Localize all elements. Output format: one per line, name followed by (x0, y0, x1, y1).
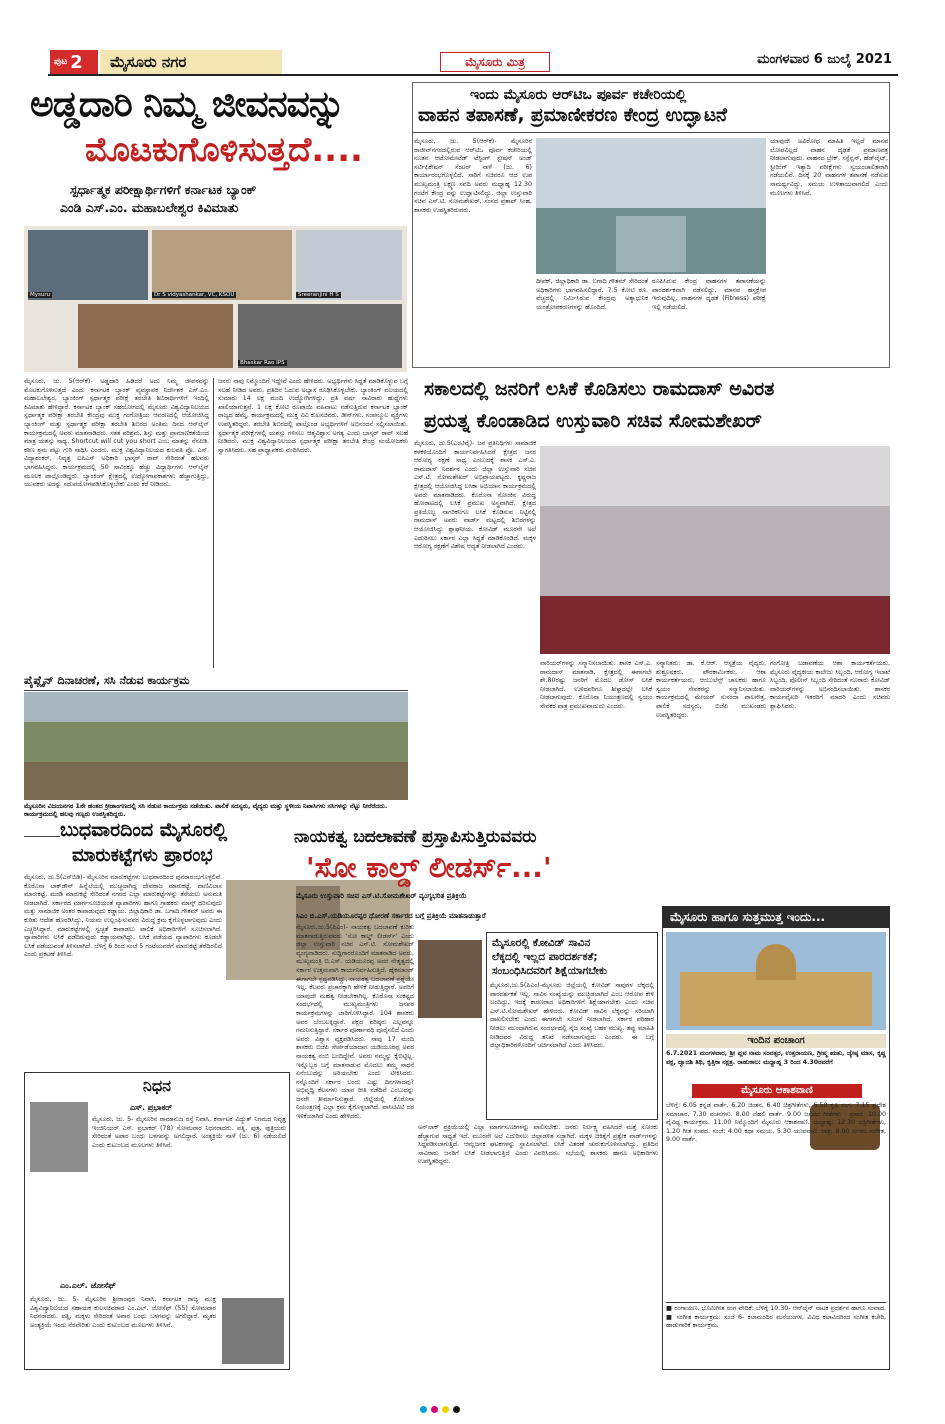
video-tile-mysuru (28, 230, 148, 300)
obituary-photo-2 (222, 1298, 284, 1364)
leader-kicker: ನಾಯಕತ್ವ ಬದಲಾವಣೆ ಪ್ರಸ್ತಾಪಿಸುತ್ತಿರುವವರು (294, 827, 537, 847)
today-footer: ■ ರಂಗಾಯಣ, ಭೂಮಿಗೀತ ರಂಗ ವೇದಿಕೆ: ಬೆಳಿಗ್ಗೆ 10.30- ಆನ್‌ಲೈನ್ ನಾಟಕ ಪ್ರದರ್ಶನ ಹಾಗೂ ಸಂವಾದ. ■ ಸಂಗೀತ ಕಾರ್ಯಕ್ರಮ: ಸಂಜೆ 6- ಕಲಾಮಂದಿರ ಮನೆಯಂಗಳ, ವಿವಿಧ ಕಲಾವಿದರಿಂದ ಸಂಗೀತ ಕಚೇರಿ, ಹಾಡುಗಾರಿಕೆ ಕಾರ್ಯಕ್ರಮ. (666, 1302, 886, 1366)
leader-minister-photo (418, 940, 482, 1018)
rto-headline: ವಾಹನ ತಪಾಸಣೆ, ಪ್ರಮಾಣೀಕರಣ ಕೇಂದ್ರ ಉದ್ಘಾಟನೆ (418, 105, 728, 126)
env-headline: ಪೈಪ್ಲೈನ್ ದಿನಾಚರಣೆ, ಸಸಿ ನೆಡುವ ಕಾರ್ಯಕ್ರಮ (24, 674, 190, 687)
story1-headline-line2: ಮೊಟಕುಗೊಳಿಸುತ್ತದೆ.... (85, 130, 363, 170)
video-tile-vc (152, 230, 292, 300)
palace-body (680, 972, 872, 1026)
today-title: ಮೈಸೂರು ಹಾಗೂ ಸುತ್ತಮುತ್ತ ಇಂದು... (662, 906, 890, 928)
story1-body-col2: ಜನರು ನಾವು ನಿಮ್ಮೊಂದಿಗೆ ಇದ್ದೇವೆ ಎಂದು ಹೇಳಿದರು. ಅಭ್ಯರ್ಥಿಗಳು ಸಿದ್ಧತೆ ಮಾಡಿಕೊಳ್ಳುವ ಬಗ್ಗೆ ಸಲಹೆ ನೀಡಿದ ಅವರು, ಪ್ರತಿದಿನ ಓದುವ ಅಭ್ಯಾಸ ರೂಢಿಸಿಕೊಳ್ಳಬೇಕು. ಬ್ಯಾಂಕಿಂಗ್ ವಲಯದಲ್ಲಿ ಸುಮಾರು 14 ಲಕ್ಷ ಮಂದಿ ಉದ್ಯೋಗಿಗಳಿದ್ದು, ಪ್ರತಿ ವರ್ಷ ಸಾವಿರಾರು ಹುದ್ದೆಗಳು ಖಾಲಿಯಾಗುತ್ತವೆ. 1 ಲಕ್ಷ ಕೋಟಿ ರೂಪಾಯಿ ವಹಿವಾಟು ನಡೆಸುತ್ತಿರುವ ಕರ್ನಾಟಕ ಬ್ಯಾಂಕ್ ರಾಜ್ಯದ ಹೆಮ್ಮೆ. ಕಾರ್ಯಕ್ರಮದಲ್ಲಿ ಮುಕ್ತ ವಿವಿ ಕುಲಸಚಿವರು, ಡೀನ್‌ಗಳು, ಸಂಪನ್ಮೂಲ ವ್ಯಕ್ತಿಗಳು ಉಪಸ್ಥಿತರಿದ್ದರು. ತರಬೇತಿ ಶಿಬಿರದಲ್ಲಿ ಪಾಲ್ಗೊಂಡ ಅಭ್ಯರ್ಥಿಗಳಿಗೆ ಅಭಿನಂದನೆ ಸಲ್ಲಿಸಲಾಯಿತು. ಸ್ಪರ್ಧಾತ್ಮಕ ಪರೀಕ್ಷೆಗಳಲ್ಲಿ ಯಶಸ್ಸು ಗಳಿಸಲು ಆತ್ಮವಿಶ್ವಾಸ ಅಗತ್ಯ ಎಂದು ಭಾಸ್ಕರ್ ರಾವ್ ಸಲಹೆ ನೀಡಿದರು. ಮುಕ್ತ ವಿಶ್ವವಿದ್ಯಾನಿಲಯದ ಸ್ಪರ್ಧಾತ್ಮಕ ಪರೀಕ್ಷಾ ತರಬೇತಿ ಕೇಂದ್ರ ಸಂಯೋಜಕರು ಸ್ವಾಗತಿಸಿದರು. ಸಹ ಪ್ರಾಧ್ಯಾಪಕರು ವಂದಿಸಿದರು. (218, 378, 408, 454)
story1-subhead-line2: ಎಂಡಿ ಎಸ್.ಎಂ. ಮಹಾಬಲೇಶ್ವರ ಕಿವಿಮಾತು (60, 200, 239, 215)
obituary-title: ನಿಧನ (142, 1076, 172, 1095)
rto-lane (616, 216, 686, 272)
video-tile-sreeranjini (296, 230, 402, 300)
story1-subhead-line1: ಸ್ಪರ್ಧಾತ್ಮಕ ಪರೀಕ್ಷಾರ್ಥಿಗಳಿಗೆ ಕರ್ನಾಟಕ ಬ್ಯಾಂಕ್ (70, 182, 257, 197)
covid-headline-line3: ಸಂಬಂಧಿಸಿದವರಿಗೆ ಶಿಕ್ಷೆಯಾಗಬೇಕು (492, 965, 608, 977)
rto-body-mid: ದೀಪಕ್, ಜಿಲ್ಲಾಧಿಕಾರಿ ಡಾ. ಬಗಾದಿ ಗೌತಮ್ ಸೇರಿದಂತೆ ಅಧಿಕಾರಿಗಳು ಭಾಗವಹಿಸಲಿದ್ದಾರೆ. 7.5 ಕೋಟಿ ರೂ. ವೆಚ್ಚದಲ್ಲಿ ನಿರ್ಮಿಸಿರುವ ಕೇಂದ್ರವು ಅತ್ಯಾಧುನಿಕ ಯಂತ್ರೋಪಕರಣಗಳನ್ನು ಹೊಂದಿದೆ. (536, 278, 648, 311)
story1-headline-line1: ಅಡ್ಡದಾರಿ ನಿಮ್ಮ ಜೀವನವನ್ನು (30, 84, 345, 125)
video-call-photo (24, 226, 407, 372)
covid-headline-line1: ಮೈಸೂರಲ್ಲಿ ಕೋವಿಡ್ ಸಾವಿನ (492, 937, 591, 949)
market-body: ಮೈಸೂರು, ಜು.5(ಎಸ್‌ಬಿಡಿ)- ಮೈಸೂರಿನ ಮಾರುಕಟ್ಟೆಗಳು ಬುಧವಾರದಿಂದ ಪುನರಾರಂಭಗೊಳ್ಳಲಿವೆ. ಕೊರೊನಾ ಲಾಕ್‌ಡೌನ್ ಹಿನ್ನೆಲೆಯಲ್ಲಿ ಮುಚ್ಚಲಾಗಿದ್ದ ದೇವರಾಜ ಮಾರುಕಟ್ಟೆ, ವಾಣಿವಿಲಾಸ ಮಾರುಕಟ್ಟೆ, ಮಂಡಿ ಮಾರುಕಟ್ಟೆ ಸೇರಿದಂತೆ ನಗರದ ಎಲ್ಲಾ ಮಾರುಕಟ್ಟೆಗಳನ್ನು ತೆರೆಯಲು ಅನುಮತಿ ನೀಡಲಾಗಿದೆ. ಸರ್ಕಾರದ ಮಾರ್ಗಸೂಚಿಯಂತೆ ವ್ಯಾಪಾರಿಗಳು ಹಾಗೂ ಗ್ರಾಹಕರು ಮಾಸ್ಕ್ ಧರಿಸುವುದು ಮತ್ತು ಸಾಮಾಜಿಕ ಅಂತರ ಕಾಪಾಡುವುದು ಕಡ್ಡಾಯ. ಜಿಲ್ಲಾಧಿಕಾರಿ ಡಾ. ಬಗಾದಿ ಗೌತಮ್ ಅವರು ಈ ಕುರಿತು ಆದೇಶ ಹೊರಡಿಸಿದ್ದು, ನಿಯಮ ಉಲ್ಲಂಘಿಸುವವರ ವಿರುದ್ಧ ಕ್ರಮ ಕೈಗೊಳ್ಳಲಾಗುವುದು ಎಂದು ಎಚ್ಚರಿಸಿದ್ದಾರೆ. ಮಾರುಕಟ್ಟೆಗಳಲ್ಲಿ ಸ್ವಚ್ಛತೆ ಕಾಪಾಡಲು ಪಾಲಿಕೆ ಅಧಿಕಾರಿಗಳಿಗೆ ಸೂಚಿಸಲಾಗಿದೆ. ವ್ಯಾಪಾರಿಗಳು ಲಸಿಕೆ ಪಡೆದಿರುವುದು ಕಡ್ಡಾಯವಾಗಿದ್ದು, ಲಸಿಕೆ ಪಡೆಯದ ವ್ಯಾಪಾರಿಗಳು ಕೂಡಲೇ ಲಸಿಕೆ ಪಡೆಯುವಂತೆ ತಿಳಿಸಲಾಗಿದೆ. ಬೆಳಿಗ್ಗೆ 6 ರಿಂದ ಸಂಜೆ 5 ಗಂಟೆಯವರೆಗೆ ಮಾರುಕಟ್ಟೆ ತೆರೆದಿರಲಿದೆ ಎಂದು ಪ್ರಕಟಣೆ ತಿಳಿಸಿದೆ. (24, 874, 222, 959)
page-label: ಪುಟ (54, 57, 68, 67)
panchanga-text: 6.7.2021 ಮಂಗಳವಾರ, ಶ್ರೀ ಪ್ಲವ ನಾಮ ಸಂವತ್ಸರ, ಉತ್ತರಾಯಣ, ಗ್ರೀಷ್ಮ ಋತು, ಜ್ಯೇಷ್ಠ ಮಾಸ, ಕೃಷ್ಣ ಪಕ್ಷ, ದ್ವಾದಶಿ ತಿಥಿ, ಕೃತ್ತಿಕಾ ನಕ್ಷತ್ರ. ರಾಹುಕಾಲ: ಮಧ್ಯಾಹ್ನ 3 ರಿಂದ 4.30ರವರೆಗೆ (666, 1050, 886, 1066)
panchanga-title: ಇಂದಿನ ಪಂಚಾಂಗ (666, 1034, 886, 1048)
market-headline-line2: ಮಾರುಕಟ್ಟೆಗಳು ಪ್ರಾರಂಭ (72, 845, 213, 866)
env-caption: ಮೈಸೂರಿನ ವಿಜಯನಗರ 1ನೇ ಹಂತದ ಕ್ರೀಡಾಂಗಣದಲ್ಲಿ ಸಸಿ ನೆಡುವ ಕಾರ್ಯಕ್ರಮ ನಡೆಯಿತು. ಪಾಲಿಕೆ ಸದಸ್ಯರು, ವೈದ್ಯರು ಮತ್ತು ಸ್ಥಳೀಯ ನಿವಾಸಿಗಳು ಸಸಿಗಳನ್ನು ನೆಟ್ಟು ನೀರೆರೆದರು. ಕಾರ್ಯಕ್ರಮದಲ್ಲಿ ಹಲವು ಗಣ್ಯರು ಉಪಸ್ಥಿತರಿದ್ದರು. (24, 802, 388, 819)
env-rule (24, 690, 408, 691)
mysore-palace-image (666, 932, 886, 1030)
market-headline-line1: ಬುಧವಾರದಿಂದ ಮೈಸೂರಲ್ಲಿ (60, 818, 360, 842)
env-photo-ground (24, 762, 408, 800)
rto-kicker: ಇಂದು ಮೈಸೂರು ಆರ್‌ಟಿಒ ಪೂರ್ವ ಕಚೇರಿಯಲ್ಲಿ (470, 87, 687, 103)
radio-title: ಮೈಸೂರು ಆಕಾಶವಾಣಿ (692, 1084, 862, 1098)
vaccine-body-col3: ಸನ್ಮಾನಿತರು: ಡಾ. ಕೆ.ಆರ್. ಆಸ್ಪತ್ರೆಯ ವೈದ್ಯರು, ಶುಶ್ರೂಷಕರು, ಪೌರಕಾರ್ಮಿಕರು, ಆಶಾ ಕಾರ್ಯಕರ್ತೆಯರು, ಆಂಬುಲೆನ್ಸ್ ಚಾಲಕರು ಹಾಗೂ ಸ್ವಯಂ ಸೇವಕರನ್ನು ಸನ್ಮಾನಿಸಲಾಯಿತು. ಕಾರ್ಯಕ್ರಮದಲ್ಲಿ ಮೇಯರ್ ಸುನಂದಾ ಪಾಲನೇತ್ರ, ಪಾಲಿಕೆ ಸದಸ್ಯರು, ಬಿಜೆಪಿ ಮುಖಂಡರು ಉಪಸ್ಥಿತರಿದ್ದರು. (656, 660, 766, 719)
obituary-name-2: ಎಂ.ಎಲ್. ಜೋಸೆಫ್ (60, 1282, 116, 1290)
rto-body-left: ಮೈಸೂರು, ಜು. 5(ಆರ್‌ಕೆ)- ಮೈಸೂರಿನ ರಾಜೀವ್‌ನಗರದಲ್ಲಿರುವ ಆರ್‌ಟಿಒ ಪೂರ್ವ ಕಚೇರಿಯಲ್ಲಿ ನೂತನ ಆಟೋಮೇಟೆಡ್ ಟೆಸ್ಟಿಂಗ್ ಸ್ಟೇಷನ್ ಅಂಡ್ ಸರ್ಟಿಫಿಕೇಷನ್ ಸೆಂಟರ್ ನಾಳೆ (ಜು. 6) ಕಾರ್ಯಾರಂಭಗೊಳ್ಳಲಿದೆ. ಸಾರಿಗೆ ಸಚಿವರೂ ಆದ ಉಪ ಮುಖ್ಯಮಂತ್ರಿ ಲಕ್ಷ್ಮಣ ಸವದಿ ಅವರು ಮಧ್ಯಾಹ್ನ 12.30 ಗಂಟೆಗೆ ಕೇಂದ್ರ ವನ್ನು ಉದ್ಘಾಟಿಸಲಿದ್ದು, ಜಿಲ್ಲಾ ಉಸ್ತುವಾರಿ ಸಚಿವ ಎಸ್.ಟಿ. ಸೋಮಶೇಖರ್, ಸಂಸದ ಪ್ರತಾಪ್ ಸಿಂಹ, ಶಾಸಕರು ಉಪಸ್ಥಿತರಿರುವರು. (414, 138, 532, 214)
vaccine-stage-backdrop (540, 446, 890, 506)
palace-dome (756, 944, 796, 980)
vaccine-body-col2: ವಾರಿಯರ್‌ಗಳನ್ನು ಸನ್ಮಾನಿಸಲಾಯಿತು. ಶಾಸಕ ಎಸ್.ಎ. ರಾಮದಾಸ್ ಮಾತನಾಡಿ, ಕ್ಷೇತ್ರದಲ್ಲಿ ಈಗಾಗಲೇ ಶೇ.80ರಷ್ಟು ಜನರಿಗೆ ಮೊದಲ ಡೋಸ್ ಲಸಿಕೆ ನೀಡಲಾಗಿದೆ. ಉಳಿದವರಿಗೂ ಶೀಘ್ರದಲ್ಲೇ ಲಸಿಕೆ ನೀಡಲಾಗುವುದು. ಕೊರೊನಾ ನಿಯಂತ್ರಣದಲ್ಲಿ ಸ್ವಯಂ ಸೇವಕರ ಪಾತ್ರ ಪ್ರಮುಖವಾದುದು ಎಂದರು. (540, 660, 652, 710)
leader-strap-1: ಮೈಸೂರು ಉಸ್ತುವಾರಿ ಸಚಿವ ಎಸ್.ಟಿ.ಸೋಮಶೇಖರ್ ವ್ಯಂಗ್ಯಭರಿತ ಪ್ರತಿಕ್ರಿಯೆ (296, 892, 467, 900)
video-label-vc: Dr S vidyashankar, VC, KSOU (154, 292, 235, 298)
section-title: ಮೈಸೂರು ನಗರ (100, 50, 282, 74)
story1-body-col1: ಮೈಸೂರು, ಜು. 5(ಆರ್‌ಕೆ)- ಅಡ್ಡದಾರಿ ಹಿಡಿದರೆ ಅದು ನಿಮ್ಮ ಜೀವನವನ್ನು ಮೊಟಕುಗೊಳಿಸುತ್ತದೆ ಎಂದು ಕರ್ನಾಟಕ ಬ್ಯಾಂಕ್ ವ್ಯವಸ್ಥಾಪಕ ನಿರ್ದೇಶಕ ಎಸ್.ಎಂ. ಮಹಾಬಲೇಶ್ವರ, ಬ್ಯಾಂಕಿಂಗ್ ಸ್ಪರ್ಧಾತ್ಮಕ ಪರೀಕ್ಷೆ ತರಬೇತಿ ಶಿಬಿರಾರ್ಥಿಗಳಿಗೆ ಇಂದಿಲ್ಲಿ ಕಿವಿಮಾತು ಹೇಳಿದ್ದಾರೆ. ಕರ್ನಾಟಕ ಬ್ಯಾಂಕ್ ಸಹಯೋಗದಲ್ಲಿ ಮೈಸೂರು ವಿಶ್ವವಿದ್ಯಾನಿಲಯದ ಸ್ಪರ್ಧಾತ್ಮಕ ಪರೀಕ್ಷಾ ತರಬೇತಿ ಕೇಂದ್ರವು ಮುಕ್ತ ಗಂಗೋತ್ರಿಯ ಆವರಣದಲ್ಲಿ ಆಯೋಜಿಸಿದ್ದ ಬ್ಯಾಂಕಿಂಗ್ ಮತ್ತು ಸ್ಪರ್ಧಾತ್ಮಕ ಪರೀಕ್ಷಾ ತರಬೇತಿ ಶಿಬಿರದ ಅಂತಿಮ ದಿನದ ಆನ್‌ಲೈನ್ ಕಾರ್ಯಕ್ರಮದಲ್ಲಿ ಅವರು ಮಾತನಾಡಿದರು. ಸತತ ಪರಿಶ್ರಮ, ಶಿಸ್ತು ಮತ್ತು ಪ್ರಾಮಾಣಿಕತೆಯಿಂದ ಮಾತ್ರ ಯಶಸ್ಸು ಸಾಧ್ಯ. Shortcut will cut you short ಎಂಬ ಮಾತನ್ನು ನೆನಪಿಡಿ. ಕಠಿಣ ಶ್ರಮ ಪಟ್ಟು ಗುರಿ ಸಾಧಿಸಿ ಎಂದರು. ಮುಕ್ತ ವಿಶ್ವವಿದ್ಯಾನಿಲಯದ ಕುಲಪತಿ ಪ್ರೊ. ಎಸ್. ವಿದ್ಯಾಶಂಕರ್, ನಿವೃತ್ತ ಐಪಿಎಸ್ ಅಧಿಕಾರಿ ಭಾಸ್ಕರ್ ರಾವ್ ಸೇರಿದಂತೆ ಹಲವರು ಭಾಗವಹಿಸಿದ್ದರು. ಕಾರ್ಯಕ್ರಮದಲ್ಲಿ 50 ಸಾವಿರಕ್ಕೂ ಹೆಚ್ಚು ವಿದ್ಯಾರ್ಥಿಗಳು ಆನ್‌ಲೈನ್ ಮೂಲಕ ಪಾಲ್ಗೊಂಡಿದ್ದರು. ಬ್ಯಾಂಕಿಂಗ್ ಕ್ಷೇತ್ರದಲ್ಲಿ ಉದ್ಯೋಗಾವಕಾಶಗಳು ಹೆಚ್ಚಾಗುತ್ತಿದ್ದು, ಯುವಕರು ಅದನ್ನು ಸದುಪಯೋಗಪಡಿಸಿಕೊಳ್ಳಬೇಕು ಎಂದು ಕರೆ ನೀಡಿದರು. (24, 378, 209, 489)
covid-body-2: ಅನ್‌ಲಾಕ್ ಪ್ರಕ್ರಿಯೆಯಲ್ಲಿ ಎಲ್ಲಾ ಮಾರ್ಗಸೂಚಿಗಳನ್ನು ಪಾಲಿಸಬೇಕು. ಜನರು ನಿರ್ಲಕ್ಷ್ಯ ವಹಿಸಿದರೆ ಮತ್ತೆ ಸೋಂಕು ಹೆಚ್ಚಾಗುವ ಸಾಧ್ಯತೆ ಇದೆ. ಮೂರನೇ ಅಲೆ ಎದುರಿಸಲು ಜಿಲ್ಲಾಡಳಿತ ಸಜ್ಜಾಗಿದೆ. ಮಕ್ಕಳ ಚಿಕಿತ್ಸೆಗೆ ಪ್ರತ್ಯೇಕ ವಾರ್ಡ್‌ಗಳನ್ನು ಸಿದ್ಧಪಡಿಸಲಾಗುತ್ತಿದೆ. ಆಮ್ಲಜನಕ ಘಟಕಗಳನ್ನು ಸ್ಥಾಪಿಸಲಾಗಿದೆ. ಲಸಿಕೆ ವಿತರಣೆ ಚುರುಕುಗೊಳಿಸಲಾಗಿದ್ದು, ಪ್ರತಿದಿನ ಸಾವಿರಾರು ಜನರಿಗೆ ಲಸಿಕೆ ನೀಡಲಾಗುತ್ತಿದೆ ಎಂದು ವಿವರಿಸಿದರು. ಸಭೆಯಲ್ಲಿ ಶಾಸಕರು ಹಾಗೂ ಅಧಿಕಾರಿಗಳು ಉಪಸ್ಥಿತರಿದ್ದರು. (418, 1124, 658, 1166)
rto-rule (412, 132, 890, 133)
vaccine-stage-carpet (540, 596, 890, 654)
video-tile-bhaskar (238, 304, 402, 368)
leader-body: ಮೈಸೂರು,ಜು.5(ಪಿಎಂ)- ನಾಯಕತ್ವ ಬದಲಾವಣೆ ಕುರಿತು ಮಾತನಾಡುತ್ತಿರುವವರು 'ಸೋ ಕಾಲ್ಡ್ ಲೀಡರ್ಸ್' ಎಂದು ಜಿಲ್ಲಾ ಉಸ್ತುವಾರಿ ಸಚಿವ ಎಸ್.ಟಿ. ಸೋಮಶೇಖರ್ ವ್ಯಂಗ್ಯವಾಡಿದರು. ಸುದ್ದಿಗಾರರೊಂದಿಗೆ ಮಾತನಾಡಿದ ಅವರು, ಮುಖ್ಯಮಂತ್ರಿ ಬಿ.ಎಸ್. ಯಡಿಯೂರಪ್ಪ ಅವರ ನೇತೃತ್ವದಲ್ಲಿ ಸರ್ಕಾರ ಉತ್ತಮವಾಗಿ ಕಾರ್ಯನಿರ್ವಹಿಸುತ್ತಿದೆ. ಹೈಕಮಾಂಡ್ ಈಗಾಗಲೇ ಸ್ಪಷ್ಟಪಡಿಸಿದ್ದು, ನಾಯಕತ್ವ ಬದಲಾವಣೆ ಪ್ರಶ್ನೆಯೇ ಇಲ್ಲ. ಕೆಲವರು ಪ್ರಚಾರಕ್ಕಾಗಿ ಹೇಳಿಕೆ ನೀಡುತ್ತಿದ್ದಾರೆ. ಅವರಿಗೆ ಯಾವುದೇ ಮಹತ್ವ ನೀಡಬೇಕಾಗಿಲ್ಲ. ಕೊರೊನಾ ಸಂಕಷ್ಟದ ಸಂದರ್ಭದಲ್ಲಿ ಮುಖ್ಯಮಂತ್ರಿಗಳು ಜನಪರ ಕಾರ್ಯಕ್ರಮಗಳನ್ನು ಜಾರಿಗೊಳಿಸಿದ್ದಾರೆ. 104 ಶಾಸಕರು ಅವರ ಬೆಂಬಲಕ್ಕಿದ್ದಾರೆ. ಪಕ್ಷದ ವರಿಷ್ಠರು ಎಲ್ಲವನ್ನೂ ಗಮನಿಸುತ್ತಿದ್ದಾರೆ. ಸರ್ಕಾರ ಪೂರ್ಣಾವಧಿ ಪೂರೈಸಲಿದೆ ಎಂದು ಅವರು ವಿಶ್ವಾಸ ವ್ಯಕ್ತಪಡಿಸಿದರು. ನಾವು 17 ಮಂದಿ ಶಾಸಕರು ಬಿಜೆಪಿ ಸೇರ್ಪಡೆಯಾದಾಗ ಯಡಿಯೂರಪ್ಪ ಅವರ ನಾಯಕತ್ವ ನಂಬಿ ಬಂದಿದ್ದೇವೆ. ಅವರು ನಮ್ಮನ್ನು ಕೈಬಿಟ್ಟಿಲ್ಲ. ಇನ್ನೊಬ್ಬರ ಬಗ್ಗೆ ಮಾತನಾಡುವ ಮೊದಲು ತಮ್ಮ ಸಾಧನೆ ಏನೆಂಬುದನ್ನು ಅರಿಯಬೇಕು ಎಂದು ಟೀಕಿಸಿದರು. ನನ್ನೊಂದಿಗೆ ಸರ್ಕಾರ ಬಂದು ಎಷ್ಟು ದಿನಗಳಾದವು? ಅಭಿವೃದ್ಧಿ ಕೆಲಸಗಳು ಯಾವ ರೀತಿ ನಡೆದಿವೆ ಎಂಬುದನ್ನು ಜನರೇ ತೀರ್ಮಾನಿಸುತ್ತಾರೆ. ಜಿಲ್ಲೆಯಲ್ಲಿ ಕೊರೊನಾ ನಿಯಂತ್ರಣಕ್ಕೆ ಎಲ್ಲಾ ಕ್ರಮ ಕೈಗೊಳ್ಳಲಾಗಿದೆ. ಪಾಸಿಟಿವಿಟಿ ದರ ಇಳಿಕೆಯಾಗಿದೆ ಎಂದು ಹೇಳಿದರು. (296, 924, 414, 1121)
rto-facility-photo (536, 138, 766, 274)
page-number: 2 (70, 51, 83, 73)
vaccine-headline-line2: ಪ್ರಯತ್ನ ಕೊಂಡಾಡಿದ ಉಸ್ತುವಾರಿ ಸಚಿವ ಸೋಮಶೇಖರ್ (424, 410, 762, 432)
obituary-text-1: ಮೈಸೂರು, ಜು. 5- ಮೈಸೂರಿನ ರಾಮಾನುಜ ರಸ್ತೆ ನಿವಾಸಿ, ಕರ್ನಾಟಕ ವಿದ್ಯುತ್ ನಿಗಮದ ನಿವೃತ್ತ ಇಂಜಿನಿಯರ್ ಎಸ್. ಪ್ರಭಾಕರ್ (78) ಸೋಮವಾರ ನಿಧನರಾದರು. ಪತ್ನಿ, ಪುತ್ರ, ಪುತ್ರಿಯರು ಸೇರಿದಂತೆ ಅಪಾರ ಬಂಧು ಬಳಗವನ್ನು ಅಗಲಿದ್ದಾರೆ. ಅಂತ್ಯಕ್ರಿಯೆ ನಾಳೆ (ಜು. 6) ನಡೆಯಲಿದೆ ಎಂದು ಕುಟುಂಬದ ಮೂಲಗಳು ತಿಳಿಸಿವೆ. (92, 1116, 286, 1149)
video-label-sreeranjini: Sreeranjini H S (298, 292, 339, 298)
covid-headline-line2: ಲೆಕ್ಕದಲ್ಲಿ ಇಲ್ಲದ ಪಾರದರ್ಶಕತೆ; (492, 951, 598, 963)
vaccine-headline-line1: ಸಕಾಲದಲ್ಲಿ ಜನರಿಗೆ ಲಸಿಕೆ ಕೊಡಿಸಲು ರಾಮದಾಸ್ ಅವಿರತ (424, 378, 775, 400)
vaccine-body-col4: ಗಂಗೋತ್ರಿ ಬಡಾವಣೆಯ ಆಶಾ ಕಾರ್ಯಕರ್ತೆಯರು, ಮೈಸೂರು ವೈದ್ಯಕೀಯ ಕಾಲೇಜು ಸಿಬ್ಬಂದಿ, ಆರೋಗ್ಯ ಇಲಾಖೆ ಸಿಬ್ಬಂದಿ, ಪೊಲೀಸ್ ಸಿಬ್ಬಂದಿ ಸೇರಿದಂತೆ ನೂರಾರು ಕೋವಿಡ್ ವಾರಿಯರ್‌ಗಳನ್ನು ಅಭಿನಂದಿಸಲಾಯಿತು. ಶಾಸಕರ ಕಾರ್ಯವೈಖರಿ ಇತರರಿಗೆ ಮಾದರಿ ಎಂದು ಸಚಿವರು ಶ್ಲಾಘಿಸಿದರು. (770, 660, 890, 710)
rto-body-right: ಯಾವುದೇ ಅವಿರೋಧ ಮಾಹಿತಿ ಇಲ್ಲದೆ ಮಾನವ ಲೋಪವಿಲ್ಲದೆ ವಾಹನ ದೃಢತೆ ಪ್ರಮಾಣಪತ್ರ ನೀಡಲಾಗುವುದು. ವಾಹನದ ಬ್ರೇಕ್, ಸಸ್ಪೆನ್ಷನ್, ಹೆಡ್‌ಲೈಟ್, ಸ್ಟೀರಿಂಗ್ ಇತ್ಯಾದಿ ಪರೀಕ್ಷೆಗಳು ಸ್ವಯಂಚಾಲಿತವಾಗಿ ನಡೆಯಲಿವೆ. ದಿನಕ್ಕೆ 20 ವಾಹನಗಳ ತಪಾಸಣೆ ನಡೆಸುವ ಸಾಮರ್ಥ್ಯವಿದ್ದು, ಸಮಯ ಉಳಿತಾಯವಾಗಲಿದೆ ಎಂದು ಮೂಲಗಳು ತಿಳಿಸಿವೆ. (770, 138, 888, 197)
rto-body-mid2: ರೂಪಿಸಿರುವ ಕೇಂದ್ರ ವಾಹನಗಳ ತಪಾಸಣೆಯನ್ನು ಪಾರದರ್ಶಕವಾಗಿ ನಡೆಸಲಿದ್ದು, ಮಾನವ ಹಸ್ತಕ್ಷೇಪ ಇರುವುದಿಲ್ಲ. ವಾಹನಗಳ ದೃಢತೆ (Fitness) ಪರೀಕ್ಷೆ ಇಲ್ಲಿ ನಡೆಯಲಿದೆ. (652, 278, 766, 311)
print-registration-dots (420, 1398, 520, 1417)
page-number-badge (50, 50, 98, 74)
radio-text: ಬೆಳಿಗ್ಗೆ: 6.05 ಕನ್ನಡ ವಾರ್ತೆ, 6.20 ಚಿಂತನ, 6.40 ಚಿತ್ರಗೀತೆಗಳು, 6.50 ಕೃಷಿ ರಂಗ, 7.15 ಪ್ರದೇಶ ಸಮಾಚಾರ, 7.30 ವಚನಗಳು. 8.00 ದೆಹಲಿ ವಾರ್ತೆ. 9.00 ಜನಪದ ಗೀತೆಗಳು - ಪ್ರಸಾರ. 10.00 ವೈವಿಧ್ಯ ಕಾರ್ಯಕ್ರಮ. 11.00 ನಿಮ್ಮೊಂದಿಗೆ ಮೈಸೂರು ಆಕಾಶವಾಣಿ. ಮಧ್ಯಾಹ್ನ: 12.30 ಭಕ್ತಿಗೀತೆಗಳು, 1.20 ಗೀತ ಸಂಪದ. ಸಂಜೆ: 4.00 ಕಥಾ ಸಮಯ, 5.30 ಯುವವಾಣಿ. ರಾತ್ರಿ: 8.00 ಸುಗಮ ಸಂಗೀತ, 9.00 ವಾರ್ತೆ. (666, 1102, 886, 1144)
obituary-text-2: ಮೈಸೂರು, ಜು. 5- ಮೈಸೂರಿನ ಶ್ರೀರಾಂಪುರ ನಿವಾಸಿ, ಕರ್ನಾಟಕ ರಾಜ್ಯ ಮುಕ್ತ ವಿಶ್ವವಿದ್ಯಾನಿಲಯದ ಸಹಾಯಕ ಕುಲಸಚಿವರಾದ ಎಂ.ಎಲ್. ಜೋಸೆಫ್ (55) ಸೋಮವಾರ ನಿಧನರಾದರು. ಪತ್ನಿ, ಮಕ್ಕಳು ಸೇರಿದಂತೆ ಅಪಾರ ಬಂಧು ಬಳಗವನ್ನು ಅಗಲಿದ್ದಾರೆ. ಮೃತರ ಅಂತ್ಯಕ್ರಿಯೆ ಇಂದು ನೆರವೇರಿತು ಎಂದು ಕುಟುಂಬದ ಮೂಲಗಳು ತಿಳಿಸಿವೆ. (30, 1296, 216, 1329)
env-photo (24, 692, 408, 800)
covid-body: ಮೈಸೂರು,ಜು.5(ಪಿಎಂ)-ಮೈಸೂರು ಜಿಲ್ಲೆಯಲ್ಲಿ ಕೋವಿಡ್ ಸಾವುಗಳ ಲೆಕ್ಕದಲ್ಲಿ ಪಾರದರ್ಶಕತೆ ಇಲ್ಲ. ಸಾವಿನ ಸಂಖ್ಯೆಯನ್ನು ಮುಚ್ಚಿಡಲಾಗಿದೆ ಎಂಬ ಆರೋಪ ಕೇಳಿ ಬಂದಿದ್ದು, ಇದಕ್ಕೆ ಕಾರಣರಾದ ಅಧಿಕಾರಿಗಳಿಗೆ ಶಿಕ್ಷೆಯಾಗಬೇಕು ಎಂದು ಸಚಿವ ಎಸ್.ಟಿ.ಸೋಮಶೇಖರ್ ಹೇಳಿದರು. ಕೋವಿಡ್ ಸಾವಿನ ಲೆಕ್ಕವನ್ನು ಸರಿಯಾಗಿ ದಾಖಲಿಸಬೇಕು ಎಂದು ಈಗಾಗಲೇ ಸೂಚನೆ ನೀಡಲಾಗಿದೆ. ಸರ್ಕಾರ ಪರಿಹಾರ ನೀಡಲು ಮುಂದಾಗಿರುವ ಸಂದರ್ಭದಲ್ಲಿ ನೈಜ ಸಂಖ್ಯೆ ಬಹಳ ಮುಖ್ಯ. ತಪ್ಪು ಮಾಹಿತಿ ನೀಡಿದವರ ವಿರುದ್ಧ ತನಿಖೆ ನಡೆಸಲಾಗುವುದು ಎಂದರು. ಈ ಬಗ್ಗೆ ಜಿಲ್ಲಾಧಿಕಾರಿಗಳೊಂದಿಗೆ ಚರ್ಚಿಸಲಾಗಿದೆ ಎಂದು ತಿಳಿಸಿದರು. (490, 982, 654, 1050)
video-label-mysuru: Mysuru (30, 292, 51, 298)
obituary-photo-1 (30, 1102, 88, 1172)
issue-date: ಮಂಗಳವಾರ 6 ಜುಲೈ 2021 (757, 52, 892, 67)
leader-headline: 'ಸೋ ಕಾಲ್ಡ್ ಲೀಡರ್ಸ್...' (306, 851, 552, 884)
video-label-bhaskar: Bhaskar Rao IPS (240, 360, 285, 366)
column-rule (213, 378, 214, 668)
leader-strap-2: ಸಿಎಂ ಬಿ.ಎಸ್.ಯಡಿಯೂರಪ್ಪರ ಧೋರಣೆ ಸರ್ಕಾರದ ಬಗ್ಗೆ ಪ್ರತಿಕ್ರಿಯೆ ಮಾತನಾಡುತ್ತಾರೆ (296, 912, 486, 920)
video-tile-speaker (78, 304, 233, 368)
vaccine-body-left: ಮೈಸೂರು, ಜು.5(ಎಂಟಿವೈ)- ಜನ ಪ್ರತಿನಿಧಿಗಳು ಸಾಮಾಜಿಕ ಕಳಕಳಿಯೊಂದಿಗೆ ಕಾರ್ಯನಿರ್ವಹಿಸಿದರೆ ಕ್ಷೇತ್ರದ ಜನರ ಆರೋಗ್ಯ ರಕ್ಷಣೆ ಸಾಧ್ಯ ಎಂಬುದಕ್ಕೆ ಶಾಸಕ ಎಸ್.ಎ. ರಾಮದಾಸ್ ನಿದರ್ಶನ ಎಂದು ಜಿಲ್ಲಾ ಉಸ್ತುವಾರಿ ಸಚಿವ ಎಸ್.ಟಿ. ಸೋಮಶೇಖರ್ ಅಭಿಪ್ರಾಯಪಟ್ಟರು. ಕೃಷ್ಣರಾಜ ಕ್ಷೇತ್ರದಲ್ಲಿ ಆಯೋಜಿಸಿದ್ದ ಲಸಿಕಾ ಅಭಿಯಾನ ಕಾರ್ಯಕ್ರಮದಲ್ಲಿ ಅವರು ಮಾತನಾಡಿದರು. ಕೊರೊನಾ ಸೋಂಕಿನ ವಿರುದ್ಧ ಹೋರಾಟದಲ್ಲಿ ಲಸಿಕೆ ಪ್ರಮುಖ ಅಸ್ತ್ರವಾಗಿದೆ. ಕ್ಷೇತ್ರದ ಪ್ರತಿಯೊಬ್ಬ ನಾಗರಿಕನಿಗೂ ಲಸಿಕೆ ಕೊಡಿಸುವ ನಿಟ್ಟಿನಲ್ಲಿ ರಾಮದಾಸ್ ಅವರು ವಾರ್ಡ್ ಮಟ್ಟದಲ್ಲಿ ಶಿಬಿರಗಳನ್ನು ಆಯೋಜಿಸಿದ್ದು ಶ್ಲಾಘನೀಯ. ಕೋವಿಡ್ ಮೂರನೇ ಅಲೆ ಎದುರಿಸಲು ಸರ್ಕಾರ ಎಲ್ಲಾ ಸಿದ್ಧತೆ ಮಾಡಿಕೊಂಡಿದೆ. ಮಕ್ಕಳ ಆರೋಗ್ಯ ರಕ್ಷಣೆಗೆ ವಿಶೇಷ ಆದ್ಯತೆ ನೀಡಲಾಗಿದೆ ಎಂದರು. (414, 440, 536, 551)
obituary-name-1: ಎಸ್. ಪ್ರಭಾಕರ್ (130, 1104, 172, 1112)
masthead-logo: ಮೈಸೂರು ಮಿತ್ರ (440, 52, 550, 72)
env-photo-building (24, 692, 408, 722)
vaccine-event-photo (540, 446, 890, 654)
